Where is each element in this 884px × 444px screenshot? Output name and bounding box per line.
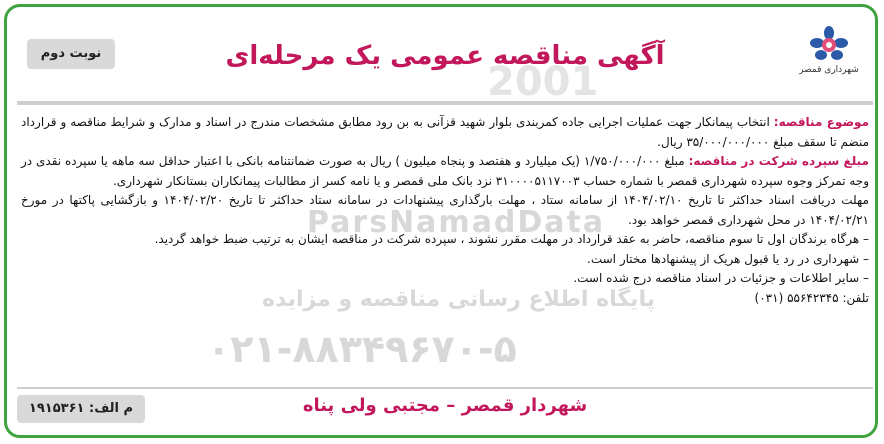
- logo-caption: شهرداری قمصر: [799, 65, 859, 75]
- subject-text: انتخاب پیمانکار جهت عملیات اجرایی جاده کمربندی بلوار شهید قزآنی به بن رود مطابق مشخصات مندرج در اسناد و مدارک و شرایط مناقصه و قرارداد منضم تا سقف مبلغ ۳۵/۰۰۰/۰۰۰/۰۰۰ ریال.: [21, 115, 869, 149]
- notice-body: [21, 113, 869, 308]
- subject-paragraph: [21, 113, 869, 152]
- bullet-item: – هرگاه برندگان اول تا سوم مناقصه، حاضر به عقد قرارداد در مهلت مقرر نشوند ، سپرده شرکت در مناقصه ایشان به ترتیب ضبط خواهد گردید.: [154, 232, 869, 246]
- notice-frame: [4, 4, 878, 438]
- deadline-paragraph: مهلت دریافت اسناد حداکثر تا تاریخ ۱۴۰۴/۰۲/۱۰ از سامانه ستاد ، مهلت بارگذاری پیشنهادات در سامانه ستاد حداکثر تا تاریخ ۱۴۰۴/۰۲/۲۰ و بازگشایی پاکتها در مورخ ۱۴۰۴/۰۲/۲۱ در محل شهرداری قمصر خواهد بود.: [21, 193, 869, 227]
- watermark-numbers: 2001: [487, 59, 599, 105]
- watermark-phone: ۰۲۱-۸۸۳۴۹۶۷۰-۵: [207, 327, 517, 371]
- deposit-paragraph: [21, 152, 869, 191]
- deposit-text: مبلغ ۱/۷۵۰/۰۰۰/۰۰۰ (یک میلیارد و هفتصد و پنجاه میلیون ) ریال به صورت ضمانتنامه بانکی با اعتبار حداقل سه ماهه یا سپرده نقدی در وجه تمرکز وجوه سپرده شهرداری قمصر با شماره حساب ۳۱۰۰۰۰۵۱۱۷۰۰۳ نزد بانک ملی قمصر و یا نامه کسر از مطالبات پیمانکاران بستانکار شهرداری.: [21, 154, 869, 188]
- notice-title: آگهی مناقصه عمومی یک مرحله‌ای: [225, 41, 665, 71]
- notice-footer: [17, 387, 873, 429]
- bullet-item: – شهرداری در رد یا قبول هریک از پیشنهادها مختار است.: [587, 251, 869, 266]
- turn-badge: نوبت دوم: [27, 39, 115, 69]
- bullet-item: – سایر اطلاعات و جزئیات در اسناد مناقصه درج شده است.: [573, 271, 869, 285]
- watermark-line: پایگاه اطلاع رسانی مناقصه و مزایده: [262, 287, 655, 312]
- ad-code-badge: م الف: ۱۹۱۵۳۶۱: [17, 395, 145, 423]
- watermark-brand: ParsNamadData: [307, 205, 606, 240]
- notice-header: [17, 17, 873, 105]
- deposit-label: مبلغ سپرده شرکت در مناقصه:: [688, 154, 869, 168]
- signature: شهردار قمصر – مجتبی ولی پناه: [302, 395, 588, 416]
- phone-line: تلفن: ۵۵۶۴۲۳۴۵ (۰۳۱): [754, 290, 869, 305]
- subject-label: موضوع مناقصه:: [773, 115, 869, 129]
